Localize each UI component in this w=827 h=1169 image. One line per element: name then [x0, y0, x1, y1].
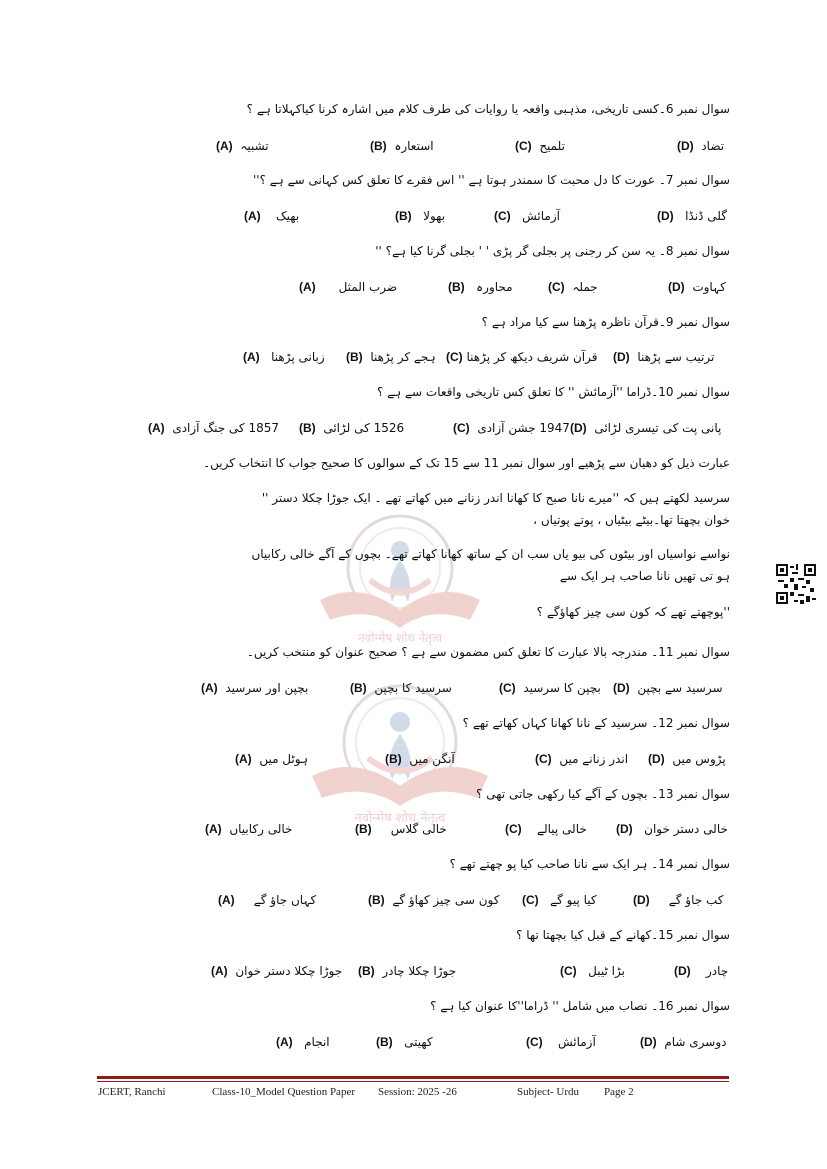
option-text: چادر [705, 964, 729, 978]
option-c [548, 279, 598, 295]
option-a [201, 680, 308, 696]
option-b [358, 963, 456, 979]
option-text: 1526 کی لڑائی [323, 421, 405, 435]
option-text: تضاد [701, 139, 725, 153]
option-text: بچپن کا سرسید [523, 681, 601, 695]
option-b [395, 208, 445, 224]
option-text: ہوٹل میں [259, 752, 308, 766]
question-stem: سوال نمبر 10۔ڈراما ''آزمائش '' کا تعلق کس تاریخی واقعات سے ہے ؟ [376, 385, 730, 399]
option-letter: (D) [648, 752, 665, 766]
option-text: محاورہ [476, 280, 513, 294]
option-c [522, 892, 597, 908]
option-letter: (C) [515, 139, 532, 153]
option-d [668, 279, 726, 295]
option-a [244, 208, 299, 224]
option-d [616, 821, 728, 837]
footer-rule [97, 1076, 729, 1079]
option-letter: (C) [499, 681, 516, 695]
option-letter: (D) [616, 822, 633, 836]
passage-line: خوان بچھتا تھا۔بیٹے بیٹیاں ، پوتے پوتیاں ، [533, 513, 730, 527]
option-letter: (D) [640, 1035, 657, 1049]
option-letter: (D) [570, 421, 587, 435]
option-text: کھیتی [404, 1035, 433, 1049]
option-letter: (D) [633, 893, 650, 907]
option-letter: (B) [395, 209, 412, 223]
option-text: بچپن اور سرسید [225, 681, 309, 695]
option-letter: (B) [448, 280, 465, 294]
option-letter: (A) [205, 822, 222, 836]
option-text: آزمائش [522, 209, 560, 223]
passage-line: سرسید لکھتے ہیں کہ ''میرے نانا صبح کا کھانا اندر زنانے میں کھاتے تھے ۔ ایک جوڑا چکلا دستر '' [261, 491, 730, 505]
option-letter: (C) [535, 752, 552, 766]
question-stem: سوال نمبر 7۔ عورت کا دل محبت کا سمندر ہوتا ہے '' اس فقرے کا تعلق کس کہانی سے ہے ؟'' [252, 173, 730, 187]
option-c [499, 680, 601, 696]
option-d [677, 138, 724, 154]
option-letter: (A) [201, 681, 218, 695]
option-text: قرآن شریف دیکھ کر پڑھنا [466, 350, 598, 364]
watermark-motto: नवोन्मेष शोध नेतृत्व [358, 631, 442, 645]
option-b [448, 279, 513, 295]
option-text: 1947 جشن آزادی [477, 421, 570, 435]
option-text: کون سی چیز کھاؤ گے [392, 893, 500, 907]
option-a [211, 963, 342, 979]
option-text: اندر زنانے میں [559, 752, 629, 766]
option-letter: (D) [613, 350, 630, 364]
footer-rule-thin [97, 1081, 729, 1082]
option-text: پانی پت کی تیسری لڑائی [594, 421, 722, 435]
option-c [453, 420, 570, 436]
option-c [446, 349, 598, 365]
option-letter: (B) [385, 752, 402, 766]
option-letter: (B) [346, 350, 363, 364]
option-b [368, 892, 499, 908]
option-d [633, 892, 724, 908]
option-text: خالی رکابیاں [229, 822, 293, 836]
option-letter: (C) [522, 893, 539, 907]
option-letter: (A) [276, 1035, 293, 1049]
option-d [613, 349, 714, 365]
footer-page: Page 2 [604, 1086, 634, 1098]
footer-subject: Subject- Urdu [517, 1086, 580, 1098]
option-text: خالی پیالے [536, 822, 587, 836]
passage-line: نواسے نواسیاں اور بیٹوں کی بیو یاں سب ان کے ساتھ کھانا کھاتے تھے۔ بچوں کے آگے خالی رکابیاں [251, 547, 730, 561]
option-letter: (C) [446, 350, 463, 364]
option-letter: (C) [505, 822, 522, 836]
option-b [346, 349, 436, 365]
option-b [385, 751, 455, 767]
option-letter: (B) [370, 139, 387, 153]
option-letter: (D) [657, 209, 674, 223]
passage-line: ہو تی تھیں نانا صاحب ہر ایک سے [559, 569, 730, 583]
option-a [216, 138, 269, 154]
option-text: بڑا ٹیبل [588, 964, 625, 978]
option-text: خالی گلاس [390, 822, 447, 836]
passage-line: ''پوچھتے تھے کہ کون سی چیز کھاؤگے ؟ [536, 605, 730, 619]
option-letter: (A) [244, 209, 261, 223]
option-letter: (C) [453, 421, 470, 435]
option-letter: (C) [560, 964, 577, 978]
option-letter: (A) [218, 893, 235, 907]
option-text: زبانی پڑھنا [271, 350, 325, 364]
option-c [505, 821, 587, 837]
option-c [526, 1034, 596, 1050]
option-text: بھولا [423, 209, 446, 223]
option-text: ترتیب سے پڑھنا [637, 350, 715, 364]
option-text: پڑوس میں [672, 752, 726, 766]
option-letter: (A) [216, 139, 233, 153]
option-text: جملہ [572, 280, 598, 294]
option-text: خالی دستر خوان [644, 822, 728, 836]
option-d [674, 963, 728, 979]
option-text: سرسید کا بچپن [374, 681, 452, 695]
option-text: دوسری شام [664, 1035, 727, 1049]
option-d [657, 208, 727, 224]
option-letter: (C) [526, 1035, 543, 1049]
qr-code-icon [776, 564, 816, 604]
option-d [640, 1034, 726, 1050]
question-stem: سوال نمبر 11۔ مندرجہ بالا عبارت کا تعلق کس مضمون سے ہے ؟ صحیح عنوان کو منتخب کریں۔ [246, 645, 730, 659]
footer-paper: Class-10_Model Question Paper [212, 1086, 355, 1098]
option-a [243, 349, 325, 365]
option-text: آزمائش [557, 1035, 596, 1049]
option-text: جوڑا چکلا دستر خوان [235, 964, 343, 978]
option-text: کہاں جاؤ گے [253, 893, 317, 907]
option-letter: (A) [211, 964, 228, 978]
option-letter: (A) [299, 280, 316, 294]
option-text: آنگن میں [409, 752, 455, 766]
watermark-motto-2: नवोन्मेष शोध नेतृत्व [354, 811, 446, 826]
option-d [648, 751, 726, 767]
option-text: 1857 کی جنگ آزادی [172, 421, 279, 435]
option-c [535, 751, 628, 767]
option-text: تلمیح [539, 139, 565, 153]
option-text: کہاوت [692, 280, 726, 294]
option-text: تشبیہ [240, 139, 269, 153]
option-a [276, 1034, 330, 1050]
question-stem: سوال نمبر 6۔کسی تاریخی، مذہبی واقعہ یا روایات کی طرف کلام میں اشارہ کرنا کیاکہلاتا ہے ؟ [246, 102, 730, 116]
question-stem: سوال نمبر 15۔کھانے کے قبل کیا بچھتا تھا ؟ [516, 928, 730, 942]
option-letter: (D) [674, 964, 691, 978]
option-letter: (D) [668, 280, 685, 294]
option-c [515, 138, 565, 154]
option-b [299, 420, 404, 436]
option-letter: (C) [548, 280, 565, 294]
option-b [350, 680, 452, 696]
option-d [570, 420, 721, 436]
option-letter: (A) [243, 350, 260, 364]
option-a [205, 821, 292, 837]
option-a [148, 420, 279, 436]
option-a [218, 892, 316, 908]
option-text: سرسید سے بچپن [637, 681, 723, 695]
footer-org: JCERT, Ranchi [98, 1086, 166, 1098]
option-text: انجام [304, 1035, 330, 1049]
option-letter: (C) [494, 209, 511, 223]
option-letter: (B) [358, 964, 375, 978]
question-stem: سوال نمبر 8۔ یہ سن کر رجنی پر بجلی گر پڑی ' ' بجلی گرنا کیا ہے؟ '' [375, 244, 730, 258]
option-d [613, 680, 723, 696]
option-b [370, 138, 434, 154]
option-c [560, 963, 625, 979]
question-stem: سوال نمبر 9۔قرآن ناظرہ پڑھنا سے کیا مراد ہے ؟ [481, 315, 730, 329]
option-letter: (B) [376, 1035, 393, 1049]
option-letter: (A) [235, 752, 252, 766]
question-stem: سوال نمبر 13۔ بچوں کے آگے کیا رکھی جاتی تھی ؟ [476, 787, 730, 801]
option-letter: (B) [299, 421, 316, 435]
option-letter: (B) [355, 822, 372, 836]
option-text: بھیک [275, 209, 300, 223]
option-text: کب جاؤ گے [668, 893, 724, 907]
option-a [299, 279, 397, 295]
option-text: جوڑا چکلا چادر [382, 964, 457, 978]
option-text: ہجے کر پڑھنا [370, 350, 436, 364]
option-letter: (B) [368, 893, 385, 907]
option-b [376, 1034, 433, 1050]
option-text: کیا پیو گے [550, 893, 597, 907]
option-c [494, 208, 560, 224]
option-letter: (B) [350, 681, 367, 695]
passage-instruction: عبارت ذیل کو دھیان سے پڑھیے اور سوال نمبر 11 سے 15 تک کے سوالوں کا صحیح جواب کا انتخاب کریں۔ [203, 456, 730, 470]
option-letter: (D) [677, 139, 694, 153]
watermark-logo-upper [300, 510, 500, 650]
question-stem: سوال نمبر 14۔ ہر ایک سے نانا صاحب کیا پو چھتے تھے ؟ [449, 857, 730, 871]
option-a [235, 751, 308, 767]
option-letter: (A) [148, 421, 165, 435]
footer-session: Session: 2025 -26 [378, 1086, 457, 1098]
question-stem: سوال نمبر 16۔ نصاب میں شامل '' ڈراما''کا عنوان کیا ہے ؟ [430, 999, 730, 1013]
question-stem: سوال نمبر 12۔ سرسید کے نانا کھانا کہاں کھاتے تھے ؟ [462, 716, 730, 730]
option-letter: (D) [613, 681, 630, 695]
option-text: گلی ڈنڈا [685, 209, 727, 223]
option-text: ضرب المثل [338, 280, 398, 294]
option-b [355, 821, 447, 837]
option-text: استعارہ [394, 139, 434, 153]
